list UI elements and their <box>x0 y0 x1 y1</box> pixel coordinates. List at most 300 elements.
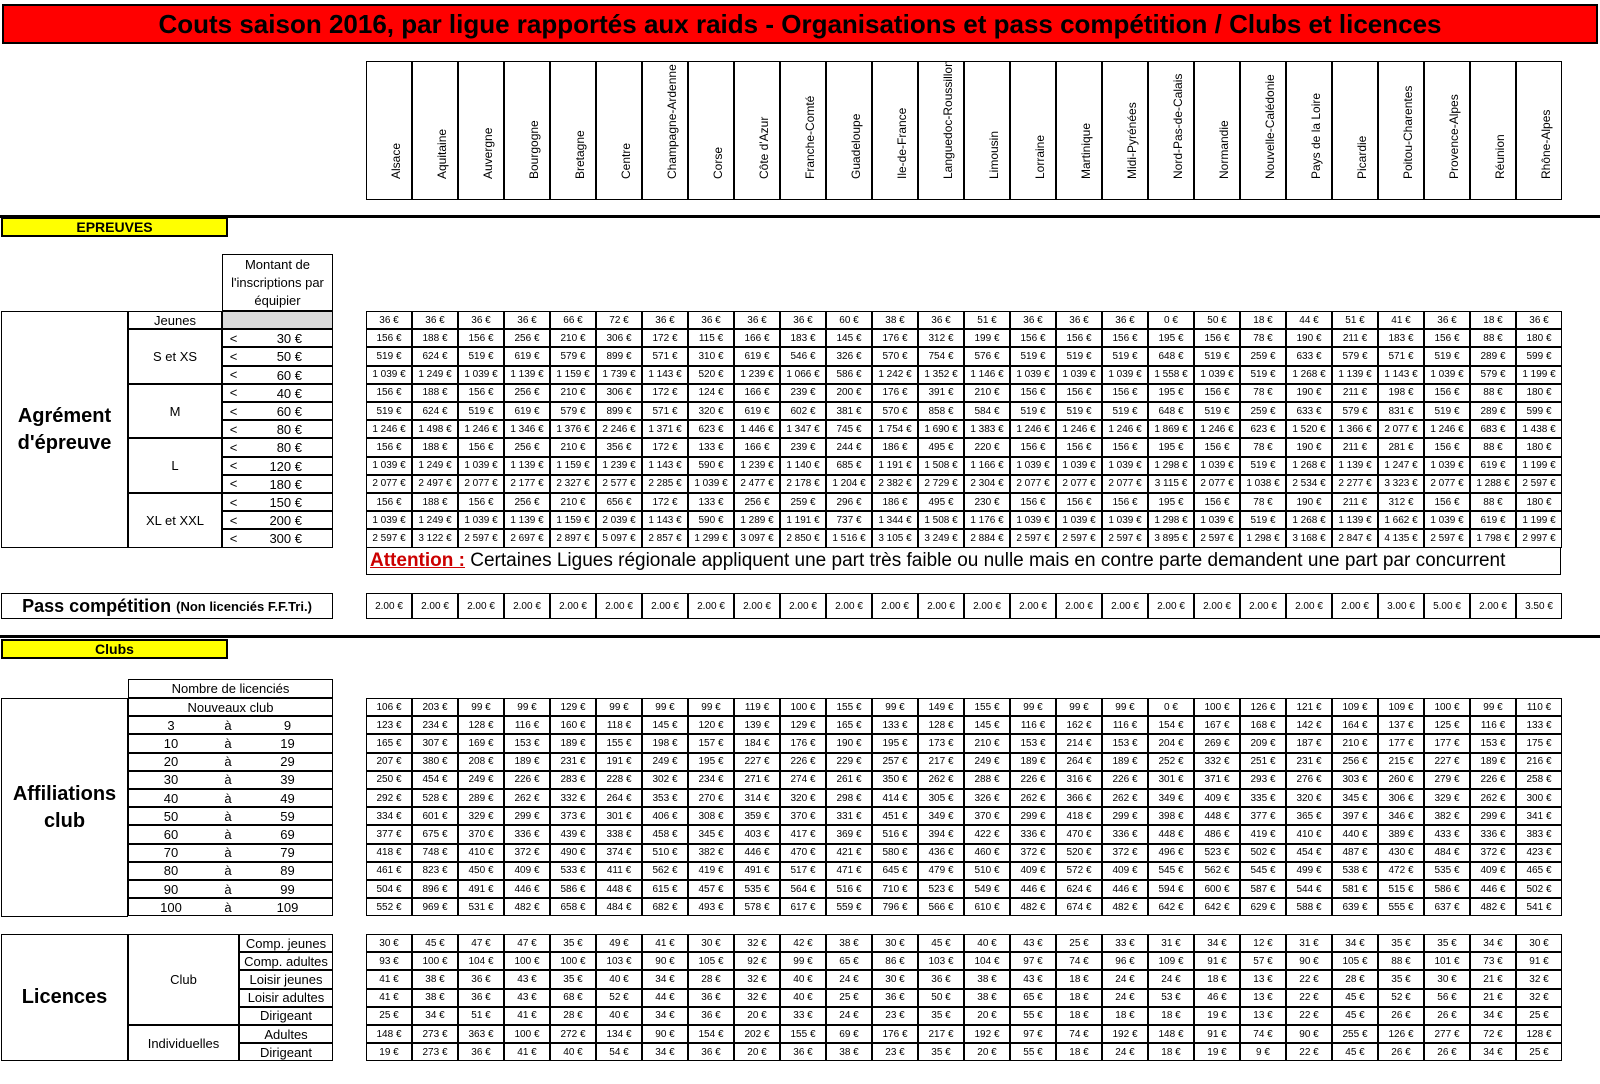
epreuves-value: 2 077 € <box>1194 475 1240 493</box>
epreuves-value: 1 039 € <box>458 366 504 384</box>
epreuves-value: 256 € <box>504 384 550 402</box>
licence-value: 34 € <box>1470 1043 1516 1061</box>
licence-value: 38 € <box>964 989 1010 1007</box>
epreuves-value: 1 143 € <box>642 366 688 384</box>
licence-value: 90 € <box>1286 1025 1332 1043</box>
club-value: 153 € <box>504 734 550 752</box>
club-value: 195 € <box>872 734 918 752</box>
club-value: 332 € <box>550 789 596 807</box>
club-value: 523 € <box>918 880 964 898</box>
club-value: 203 € <box>412 698 458 716</box>
club-value: 257 € <box>872 753 918 771</box>
club-value: 346 € <box>1378 807 1424 825</box>
epreuves-value: 519 € <box>1240 511 1286 529</box>
club-value: 153 € <box>1470 734 1516 752</box>
club-value: 153 € <box>1102 734 1148 752</box>
pass-value: 5.00 € <box>1424 593 1470 619</box>
epreuves-value: 745 € <box>826 420 872 438</box>
epreuves-value: 391 € <box>918 384 964 402</box>
range-from: 60 <box>128 825 213 843</box>
licence-value: 26 € <box>1424 1007 1470 1025</box>
epreuves-value: 195 € <box>1148 384 1194 402</box>
epreuves-value: 172 € <box>642 329 688 347</box>
club-value: 157 € <box>688 734 734 752</box>
licence-value: 103 € <box>596 952 642 970</box>
epreuves-value: 1 446 € <box>734 420 780 438</box>
montant-value: 60 € <box>244 402 333 420</box>
epreuves-value: 1 438 € <box>1516 420 1562 438</box>
epreuves-value: 1 239 € <box>734 366 780 384</box>
licence-value: 74 € <box>1240 1025 1286 1043</box>
epreuves-value: 1 039 € <box>1424 366 1470 384</box>
club-value: 409 € <box>1194 789 1240 807</box>
epreuves-value: 36 € <box>458 311 504 329</box>
club-value: 299 € <box>1470 807 1516 825</box>
pass-value: 2.00 € <box>826 593 872 619</box>
epreuves-value: 156 € <box>1102 438 1148 456</box>
licence-value: 22 € <box>1286 970 1332 988</box>
epreuves-value: 66 € <box>550 311 596 329</box>
club-value: 586 € <box>1424 880 1470 898</box>
club-value: 484 € <box>1424 844 1470 862</box>
licence-value: 41 € <box>642 934 688 952</box>
epreuves-value: 1 352 € <box>918 366 964 384</box>
league-name: Rhône-Alpes <box>1539 109 1553 179</box>
club-value: 465 € <box>1516 862 1562 880</box>
licence-value: 126 € <box>1378 1025 1424 1043</box>
league-name: Ile-de-France <box>895 107 909 179</box>
club-value: 675 € <box>412 825 458 843</box>
epreuves-value: 619 € <box>734 347 780 365</box>
licence-value: 217 € <box>918 1025 964 1043</box>
club-value: 100 € <box>780 698 826 716</box>
epreuves-value: 78 € <box>1240 438 1286 456</box>
club-value: 116 € <box>504 716 550 734</box>
licence-value: 13 € <box>1240 1007 1286 1025</box>
club-value: 615 € <box>642 880 688 898</box>
licence-value: 192 € <box>1102 1025 1148 1043</box>
club-value: 409 € <box>1010 862 1056 880</box>
epreuves-value: 1 039 € <box>458 511 504 529</box>
club-value: 116 € <box>1010 716 1056 734</box>
epreuves-value: 1 039 € <box>1102 457 1148 475</box>
club-value: 389 € <box>1378 825 1424 843</box>
club-value: 446 € <box>1470 880 1516 898</box>
licence-type: Loisir adultes <box>239 989 333 1007</box>
epreuves-value: 156 € <box>1056 384 1102 402</box>
licence-value: 40 € <box>550 1043 596 1061</box>
epreuves-value: 166 € <box>734 384 780 402</box>
licence-value: 40 € <box>780 989 826 1007</box>
club-value: 316 € <box>1056 771 1102 789</box>
licence-value: 19 € <box>1194 1007 1240 1025</box>
licence-value: 51 € <box>458 1007 504 1025</box>
club-value: 276 € <box>1286 771 1332 789</box>
epreuves-value: 115 € <box>688 329 734 347</box>
licence-value: 91 € <box>1516 952 1562 970</box>
licence-value: 36 € <box>918 970 964 988</box>
pass-value: 2.00 € <box>1148 593 1194 619</box>
pass-value: 2.00 € <box>1102 593 1148 619</box>
epreuves-value: 1 268 € <box>1286 457 1332 475</box>
league-name: Martinique <box>1079 122 1093 179</box>
epreuves-value: 312 € <box>918 329 964 347</box>
epreuves-value: 633 € <box>1286 402 1332 420</box>
club-value: 535 € <box>734 880 780 898</box>
club-value: 502 € <box>1516 880 1562 898</box>
epreuves-value: 1 039 € <box>1194 511 1240 529</box>
epreuves-value: 36 € <box>918 311 964 329</box>
licence-value: 35 € <box>1378 934 1424 952</box>
club-value: 409 € <box>1102 862 1148 880</box>
club-value: 482 € <box>504 898 550 916</box>
category-label: S et XS <box>128 329 222 384</box>
club-value: 306 € <box>1378 789 1424 807</box>
club-value: 398 € <box>1148 807 1194 825</box>
epreuves-value: 289 € <box>1470 347 1516 365</box>
range-to: 79 <box>243 844 333 862</box>
epreuves-value: 623 € <box>1240 420 1286 438</box>
pass-value: 2.00 € <box>1240 593 1286 619</box>
epreuves-value: 180 € <box>1516 329 1562 347</box>
epreuves-value: 1 249 € <box>412 511 458 529</box>
epreuves-value: 2 577 € <box>596 475 642 493</box>
epreuves-value: 1 268 € <box>1286 366 1332 384</box>
licence-value: 105 € <box>1332 952 1378 970</box>
epreuves-value: 2 178 € <box>780 475 826 493</box>
licence-value: 34 € <box>1194 934 1240 952</box>
epreuves-value: 685 € <box>826 457 872 475</box>
montant-value: 120 € <box>244 457 333 475</box>
epreuves-value: 183 € <box>1378 329 1424 347</box>
league-name: Bretagne <box>573 130 587 179</box>
club-value: 430 € <box>1378 844 1424 862</box>
licence-value: 363 € <box>458 1025 504 1043</box>
epreuves-value: 599 € <box>1516 402 1562 420</box>
club-value: 271 € <box>734 771 780 789</box>
club-value: 538 € <box>1332 862 1378 880</box>
epreuves-value: 2 077 € <box>1010 475 1056 493</box>
epreuves-value: 183 € <box>780 329 826 347</box>
club-value: 164 € <box>1332 716 1378 734</box>
licence-value: 45 € <box>1332 1043 1378 1061</box>
licence-value: 52 € <box>1378 989 1424 1007</box>
club-value: 499 € <box>1286 862 1332 880</box>
epreuves-value: 1 798 € <box>1470 529 1516 547</box>
club-value: 228 € <box>596 771 642 789</box>
club-value: 142 € <box>1286 716 1332 734</box>
epreuves-value: 156 € <box>1194 493 1240 511</box>
epreuves-value: 312 € <box>1378 493 1424 511</box>
epreuves-value: 88 € <box>1470 384 1516 402</box>
club-value: 299 € <box>504 807 550 825</box>
licence-value: 52 € <box>596 989 642 1007</box>
club-value: 189 € <box>1010 753 1056 771</box>
licence-value: 202 € <box>734 1025 780 1043</box>
club-value: 372 € <box>1102 844 1148 862</box>
pass-value: 3.00 € <box>1378 593 1424 619</box>
pass-value: 2.00 € <box>1470 593 1516 619</box>
licence-value: 148 € <box>1148 1025 1194 1043</box>
licence-value: 34 € <box>642 970 688 988</box>
epreuves-value: 519 € <box>1240 366 1286 384</box>
licence-value: 45 € <box>1332 1007 1378 1025</box>
licence-value: 38 € <box>412 989 458 1007</box>
licence-value: 91 € <box>1194 1025 1240 1043</box>
licence-value: 273 € <box>412 1025 458 1043</box>
epreuves-value: 211 € <box>1332 384 1378 402</box>
epreuves-value: 156 € <box>1194 384 1240 402</box>
epreuves-value: 320 € <box>688 402 734 420</box>
club-value: 482 € <box>1470 898 1516 916</box>
epreuves-value: 1 039 € <box>458 457 504 475</box>
epreuves-value: 1 143 € <box>1378 366 1424 384</box>
epreuves-value: 1 383 € <box>964 420 1010 438</box>
club-value: 796 € <box>872 898 918 916</box>
club-value: 301 € <box>596 807 642 825</box>
licence-value: 100 € <box>504 1025 550 1043</box>
epreuves-value: 156 € <box>1056 438 1102 456</box>
club-value: 249 € <box>458 771 504 789</box>
licence-value: 99 € <box>780 952 826 970</box>
epreuves-value: 156 € <box>1424 329 1470 347</box>
epreuves-value: 188 € <box>412 438 458 456</box>
epreuves-value: 2 477 € <box>734 475 780 493</box>
epreuves-value: 3 097 € <box>734 529 780 547</box>
league-header-cell <box>596 61 642 200</box>
licence-value: 32 € <box>734 970 780 988</box>
epreuves-value: 72 € <box>596 311 642 329</box>
epreuves-value: 579 € <box>1332 402 1378 420</box>
club-value: 210 € <box>964 734 1010 752</box>
licence-value: 18 € <box>1056 970 1102 988</box>
epreuves-value: 156 € <box>458 438 504 456</box>
club-value: 99 € <box>596 698 642 716</box>
epreuves-value: 2 077 € <box>1102 475 1148 493</box>
club-value: 99 € <box>458 698 504 716</box>
epreuves-value: 156 € <box>1056 493 1102 511</box>
licence-value: 33 € <box>1102 934 1148 952</box>
club-value: 145 € <box>964 716 1010 734</box>
pass-title: Pass compétition <box>22 595 172 616</box>
club-value: 417 € <box>780 825 826 843</box>
licence-value: 90 € <box>642 952 688 970</box>
club-value: 496 € <box>1148 844 1194 862</box>
epreuves-value: 156 € <box>1102 493 1148 511</box>
epreuves-value: 2 897 € <box>550 529 596 547</box>
club-value: 823 € <box>412 862 458 880</box>
club-value: 624 € <box>1056 880 1102 898</box>
league-name: Franche-Comté <box>803 95 817 179</box>
licence-value: 109 € <box>1148 952 1194 970</box>
pass-value: 2.00 € <box>412 593 458 619</box>
epreuves-value: 36 € <box>1424 311 1470 329</box>
pass-value: 2.00 € <box>366 593 412 619</box>
licence-value: 90 € <box>1286 952 1332 970</box>
epreuves-value: 88 € <box>1470 329 1516 347</box>
lt-symbol: < <box>222 475 244 493</box>
licence-value: 38 € <box>826 1043 872 1061</box>
epreuves-value: 172 € <box>642 384 688 402</box>
licence-value: 24 € <box>1102 970 1148 988</box>
club-value: 336 € <box>1010 825 1056 843</box>
range-from: 40 <box>128 789 213 807</box>
epreuves-value: 256 € <box>734 493 780 511</box>
epreuves-value: 186 € <box>872 493 918 511</box>
epreuves-value: 156 € <box>458 329 504 347</box>
club-value: 116 € <box>1470 716 1516 734</box>
licence-value: 134 € <box>596 1025 642 1043</box>
epreuves-value: 2 327 € <box>550 475 596 493</box>
epreuves-value: 230 € <box>964 493 1010 511</box>
epreuves-value: 180 € <box>1516 438 1562 456</box>
epreuves-value: 1 166 € <box>964 457 1010 475</box>
licence-value: 19 € <box>1194 1043 1240 1061</box>
epreuves-value: 519 € <box>1194 347 1240 365</box>
club-value: 314 € <box>734 789 780 807</box>
range-from: 20 <box>128 753 213 771</box>
licence-value: 36 € <box>458 1043 504 1061</box>
epreuves-value: 590 € <box>688 457 734 475</box>
club-value: 307 € <box>412 734 458 752</box>
licence-value: 155 € <box>780 1025 826 1043</box>
epreuves-value: 188 € <box>412 384 458 402</box>
licence-value: 73 € <box>1470 952 1516 970</box>
club-value: 580 € <box>872 844 918 862</box>
licence-value: 20 € <box>964 1007 1010 1025</box>
club-value: 155 € <box>596 734 642 752</box>
league-header-cell <box>1424 61 1470 200</box>
epreuves-value: 1 246 € <box>1056 420 1102 438</box>
club-value: 329 € <box>458 807 504 825</box>
club-value: 126 € <box>1240 698 1286 716</box>
epreuves-value: 78 € <box>1240 384 1286 402</box>
licence-value: 34 € <box>412 1007 458 1025</box>
licence-value: 23 € <box>872 1007 918 1025</box>
epreuves-value: 211 € <box>1332 438 1378 456</box>
epreuves-value: 256 € <box>504 329 550 347</box>
club-value: 383 € <box>1516 825 1562 843</box>
epreuves-value: 519 € <box>1424 402 1470 420</box>
club-value: 458 € <box>642 825 688 843</box>
club-value: 270 € <box>688 789 734 807</box>
licence-value: 18 € <box>1148 1043 1194 1061</box>
epreuves-value: 1 520 € <box>1286 420 1332 438</box>
epreuves-value: 156 € <box>1010 384 1056 402</box>
epreuves-value: 619 € <box>504 347 550 365</box>
licence-type: Comp. jeunes <box>239 934 333 952</box>
epreuves-value: 1 146 € <box>964 366 1010 384</box>
league-name: Alsace <box>389 142 403 179</box>
epreuves-value: 36 € <box>412 311 458 329</box>
club-value: 422 € <box>964 825 1010 843</box>
club-value: 448 € <box>1148 825 1194 843</box>
epreuves-value: 1 139 € <box>1332 366 1378 384</box>
club-value: 300 € <box>1516 789 1562 807</box>
epreuves-value: 156 € <box>1102 329 1148 347</box>
licence-value: 40 € <box>596 1007 642 1025</box>
licence-value: 45 € <box>918 934 964 952</box>
licence-value: 50 € <box>918 989 964 1007</box>
lt-symbol: < <box>222 457 244 475</box>
epreuves-value: 1 869 € <box>1148 420 1194 438</box>
league-name: Nord-Pas-de-Calais <box>1171 73 1185 179</box>
epreuves-value: 519 € <box>366 402 412 420</box>
epreuves-value: 176 € <box>872 384 918 402</box>
league-header-cell <box>1516 61 1562 200</box>
epreuves-value: 570 € <box>872 347 918 365</box>
epreuves-value: 36 € <box>1010 311 1056 329</box>
club-value: 303 € <box>1332 771 1378 789</box>
epreuves-value: 156 € <box>366 438 412 456</box>
league-header-cell <box>412 61 458 200</box>
epreuves-value: 3 249 € <box>918 529 964 547</box>
club-value: 370 € <box>458 825 504 843</box>
epreuves-value: 519 € <box>1010 347 1056 365</box>
licence-value: 18 € <box>1102 1007 1148 1025</box>
club-value: 504 € <box>366 880 412 898</box>
club-value: 587 € <box>1240 880 1286 898</box>
league-header-cell <box>1240 61 1286 200</box>
epreuves-value: 1 249 € <box>412 457 458 475</box>
licence-value: 30 € <box>1516 934 1562 952</box>
club-value: 409 € <box>1470 862 1516 880</box>
licence-value: 41 € <box>366 970 412 988</box>
licence-value: 74 € <box>1056 952 1102 970</box>
league-name: Poitou-Charentes <box>1401 85 1415 179</box>
club-value: 231 € <box>1286 753 1332 771</box>
epreuves-value: 2 597 € <box>1010 529 1056 547</box>
category-label: L <box>128 438 222 493</box>
league-header-cell <box>826 61 872 200</box>
club-value: 369 € <box>826 825 872 843</box>
epreuves-value: 51 € <box>964 311 1010 329</box>
range-from: 10 <box>128 734 213 752</box>
club-value: 658 € <box>550 898 596 916</box>
epreuves-value: 2 597 € <box>458 529 504 547</box>
club-value: 260 € <box>1378 771 1424 789</box>
range-sep: à <box>213 844 243 862</box>
pass-value: 2.00 € <box>780 593 826 619</box>
league-name: Languedoc-Roussillon <box>941 60 955 179</box>
epreuves-value: 156 € <box>1194 438 1240 456</box>
club-value: 418 € <box>1056 807 1102 825</box>
club-value: 588 € <box>1286 898 1332 916</box>
club-value: 545 € <box>1240 862 1286 880</box>
league-header-cell <box>366 61 412 200</box>
club-value: 423 € <box>1516 844 1562 862</box>
club-value: 969 € <box>412 898 458 916</box>
league-header-cell <box>1332 61 1378 200</box>
epreuves-value: 36 € <box>1516 311 1562 329</box>
epreuves-value: 259 € <box>1240 402 1286 420</box>
club-value: 419 € <box>688 862 734 880</box>
epreuves-value: 1 039 € <box>1102 511 1148 529</box>
lt-symbol: < <box>222 384 244 402</box>
club-value: 109 € <box>1332 698 1378 716</box>
club-value: 482 € <box>1010 898 1056 916</box>
club-value: 204 € <box>1148 734 1194 752</box>
club-value: 629 € <box>1240 898 1286 916</box>
club-value: 418 € <box>366 844 412 862</box>
montant-value: 200 € <box>244 511 333 529</box>
range-sep: à <box>213 789 243 807</box>
licence-value: 34 € <box>1470 934 1516 952</box>
licence-value: 24 € <box>1148 970 1194 988</box>
epreuves-value: 899 € <box>596 402 642 420</box>
licence-value: 24 € <box>1102 989 1148 1007</box>
licence-value: 45 € <box>412 934 458 952</box>
